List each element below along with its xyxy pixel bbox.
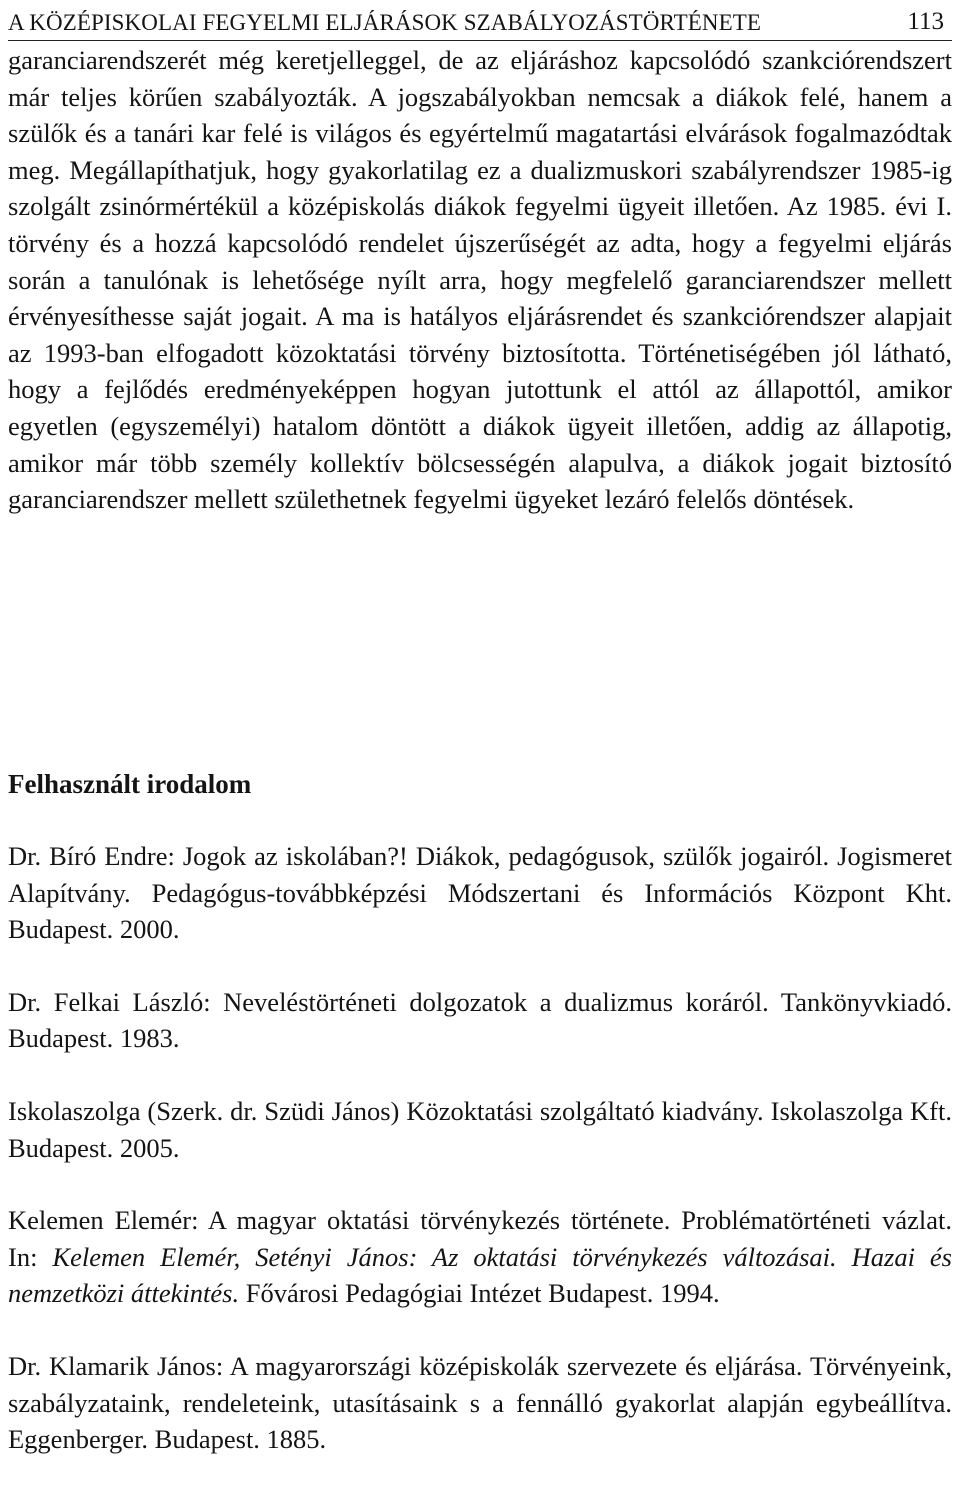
reference-text: Iskolaszolga (Szerk. dr. Szüdi János) Közoktatási szolgáltató kiadvány. Iskolaszolga Kft. Budapest. 2005. — [8, 1095, 952, 1163]
running-header-title: A KÖZÉPISKOLAI FEGYELMI ELJÁRÁSOK SZABÁLYOZÁSTÖRTÉNETE — [8, 10, 762, 35]
reference-text: Dr. Felkai László: Neveléstörténeti dolgozatok a dualizmus koráról. Tankönyvkiadó. Budapest. 1983. — [8, 986, 952, 1054]
reference-text: Dr. Klamarik János: A magyarországi középiskolák szervezete és eljárása. Törvényeink, szabályzataink, rendeleteink, utasításaink s a fennálló gyakorlat alapján egybeállítva. Eggenberger. Budapest. 1885. — [8, 1350, 952, 1455]
body-paragraph: garanciarendszerét még keretjelleggel, de az eljáráshoz kapcsolódó szankciórendszert már teljes körűen szabályozták. A jogszabályokban nemcsak a diákok felé, hanem a szülők és a tanári kar felé is világos és egyértelmű magatartási elvárások fogalmazódtak meg. Megállapíthatjuk, hogy gyakorlatilag ez a dualizmuskori szabályrendszer 1985-ig szolgált zsinórmértékül a középiskolás diákok fegyelmi ügyeit illetően. Az 1985. évi I. törvény és a hozzá kapcsolódó rendelet újszerűségét az adta, hogy a fegyelmi eljárás során a tanulónak is lehetősége nyílt arra, hogy megfelelő garanciarendszer mellett érvényesíthesse saját jogait. A ma is hatályos eljárásrendet és szankciórendszer alapjait az 1993-ban elfogadott közoktatási törvény biztosította. Történetiségében jól látható, hogy a fejlődés eredményeképpen hogyan jutottunk el attól az állapottól, amikor egyetlen (egyszemélyi) hatalom döntött a diákok ügyeit illetően, addig az állapotig, amikor már több személy kollektív bölcsességén alapulva, a diákok jogait biztosító garanciarendszer mellett születhetnek fegyelmi ügyeket lezáró felelős döntések. — [8, 45, 952, 515]
page-number: 113 — [907, 8, 944, 35]
bibliography-heading: Felhasznált irodalom — [8, 769, 252, 799]
running-header — [8, 2, 952, 41]
reference-item — [8, 1093, 952, 1166]
reference-item — [8, 1202, 952, 1312]
bibliography-list — [8, 838, 952, 1458]
reference-text: Dr. Bíró Endre: Jogok az iskolában?! Diákok, pedagógusok, szülők jogairól. Jogismeret Alapítvány. Pedagógus-továbbképzési Módszertani és Információs Központ Kht. Budapest. 2000. — [8, 841, 952, 945]
reference-text: Kelemen Elemér: A magyar oktatási törvénykezés története. Problématörténeti vázlat. In: — [8, 1205, 952, 1272]
reference-italic-title: Kelemen Elemér, Setényi János: Az oktatási törvénykezés változásai. Hazai és nemzetközi áttekintés. — [8, 1241, 952, 1309]
reference-text: Fővárosi Pedagógiai Intézet Budapest. 1994. — [239, 1278, 720, 1309]
reference-item — [8, 1348, 952, 1458]
body-text — [8, 42, 952, 518]
reference-item — [8, 838, 952, 948]
reference-item — [8, 984, 952, 1057]
